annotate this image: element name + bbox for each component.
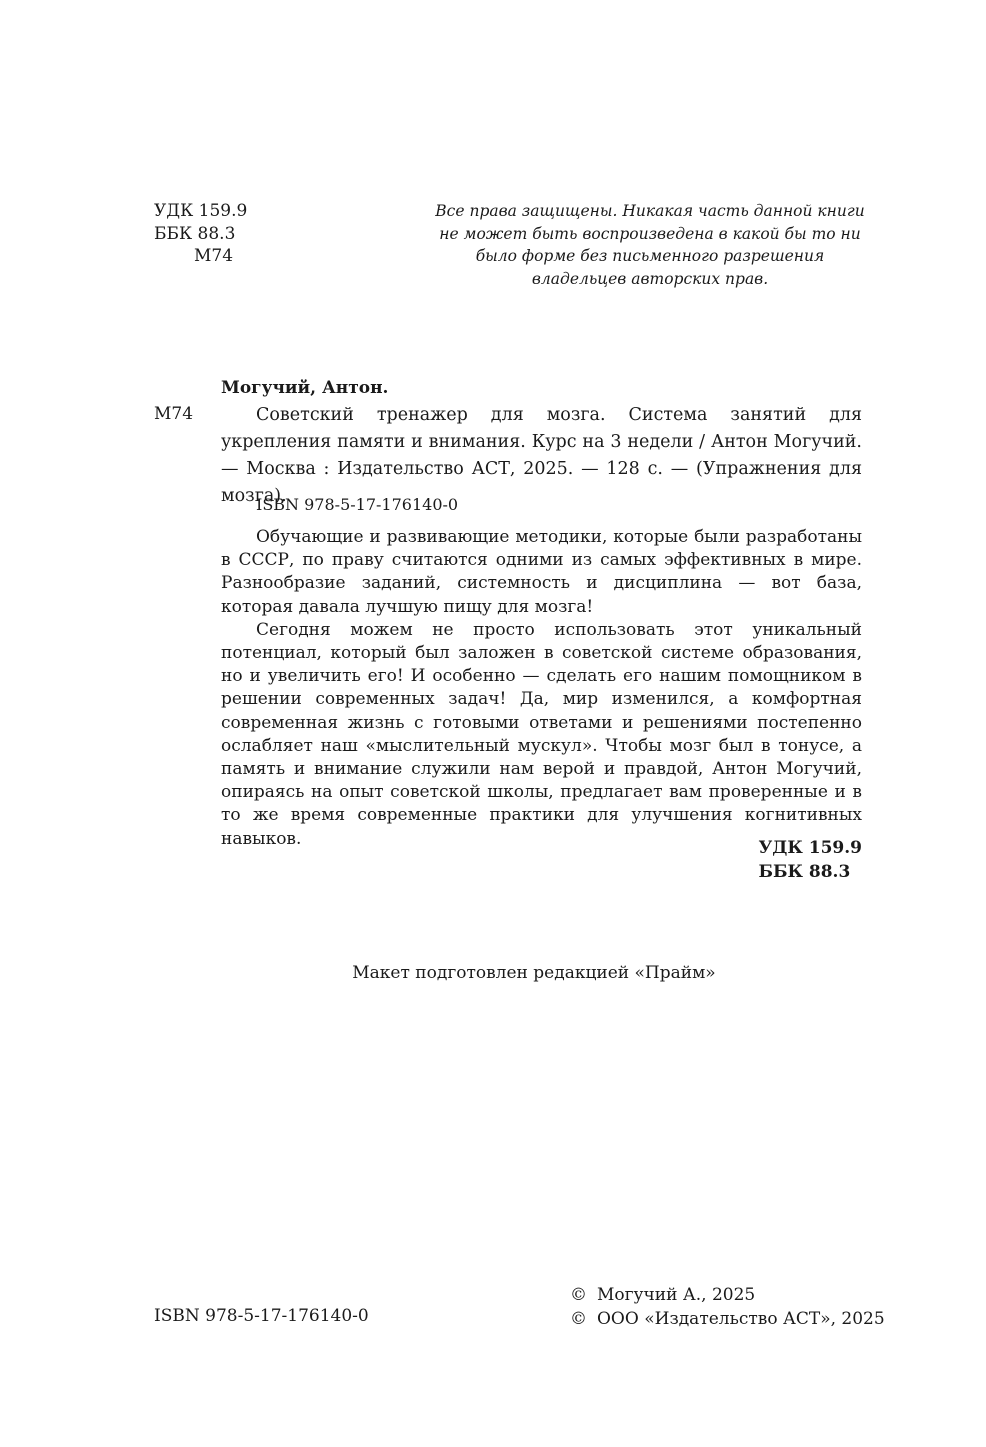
record-isbn: ISBN 978-5-17-176140-0 <box>256 495 459 514</box>
classification-udk: УДК 159.9 <box>758 838 862 858</box>
copyright-icon: © <box>570 1309 587 1329</box>
record-description: Советский тренажер для мозга. Система занятий для укрепления памяти и внимания. Курс на 3 недели / Антон Могучий. — Москва : Издательство АСТ, 2025. — 128 с. — (Упражнения для мозга). <box>221 405 862 506</box>
copyright-publisher-line <box>570 1307 885 1331</box>
copyright-icon: © <box>570 1285 587 1305</box>
classification-bbk: ББК 88.3 <box>758 862 851 882</box>
copyright-publisher: ООО «Издательство АСТ», 2025 <box>597 1309 885 1329</box>
catalog-codes <box>154 200 247 268</box>
record-author: Могучий, Антон. <box>221 378 389 398</box>
classification <box>758 836 862 884</box>
author-mark: М74 <box>194 246 234 266</box>
footer-isbn: ISBN 978-5-17-176140-0 <box>154 1306 369 1326</box>
record-author-mark: М74 <box>154 404 194 424</box>
rights-notice: Все права защищены. Никакая часть данной книги не может быть воспроизведена в какой бы то ни было форме без письменного разрешения владельцев авторских прав. <box>435 202 865 288</box>
copyright-author-line <box>570 1283 885 1307</box>
copyright-block <box>570 1283 885 1331</box>
udk-code: УДК 159.9 <box>154 201 248 221</box>
bbk-code: ББК 88.3 <box>154 223 236 244</box>
copyright-author: Могучий А., 2025 <box>597 1285 756 1305</box>
prepared-by: Макет подготовлен редакцией «Прайм» <box>352 963 716 983</box>
abstract-paragraph: Обучающие и развивающие методики, которые были разработаны в СССР, по праву считаются одними из самых эффективных в мире. Разнообразие заданий, системность и дисциплина — вот база, которая давала лучшую пищу для мозга! <box>221 527 862 617</box>
abstract-paragraph: Сегодня можем не просто использовать этот уникальный потенциал, который был заложен в советской системе образования, но и увеличить его! И особенно — сделать его нашим помощником в решении современных задач! Да, мир изменился, а комфортная современная жизнь с готовыми ответами и решениями постепенно ослабляет наш «мыслительный мускул». Чтобы мозг был в тонусе, а память и внимание служили нам верой и правдой, Антон Могучий, опираясь на опыт советской школы, предлагает вам проверенные и в то же время современные практики для улучшения когнитивных навыков. <box>221 619 862 849</box>
abstract <box>221 526 862 851</box>
